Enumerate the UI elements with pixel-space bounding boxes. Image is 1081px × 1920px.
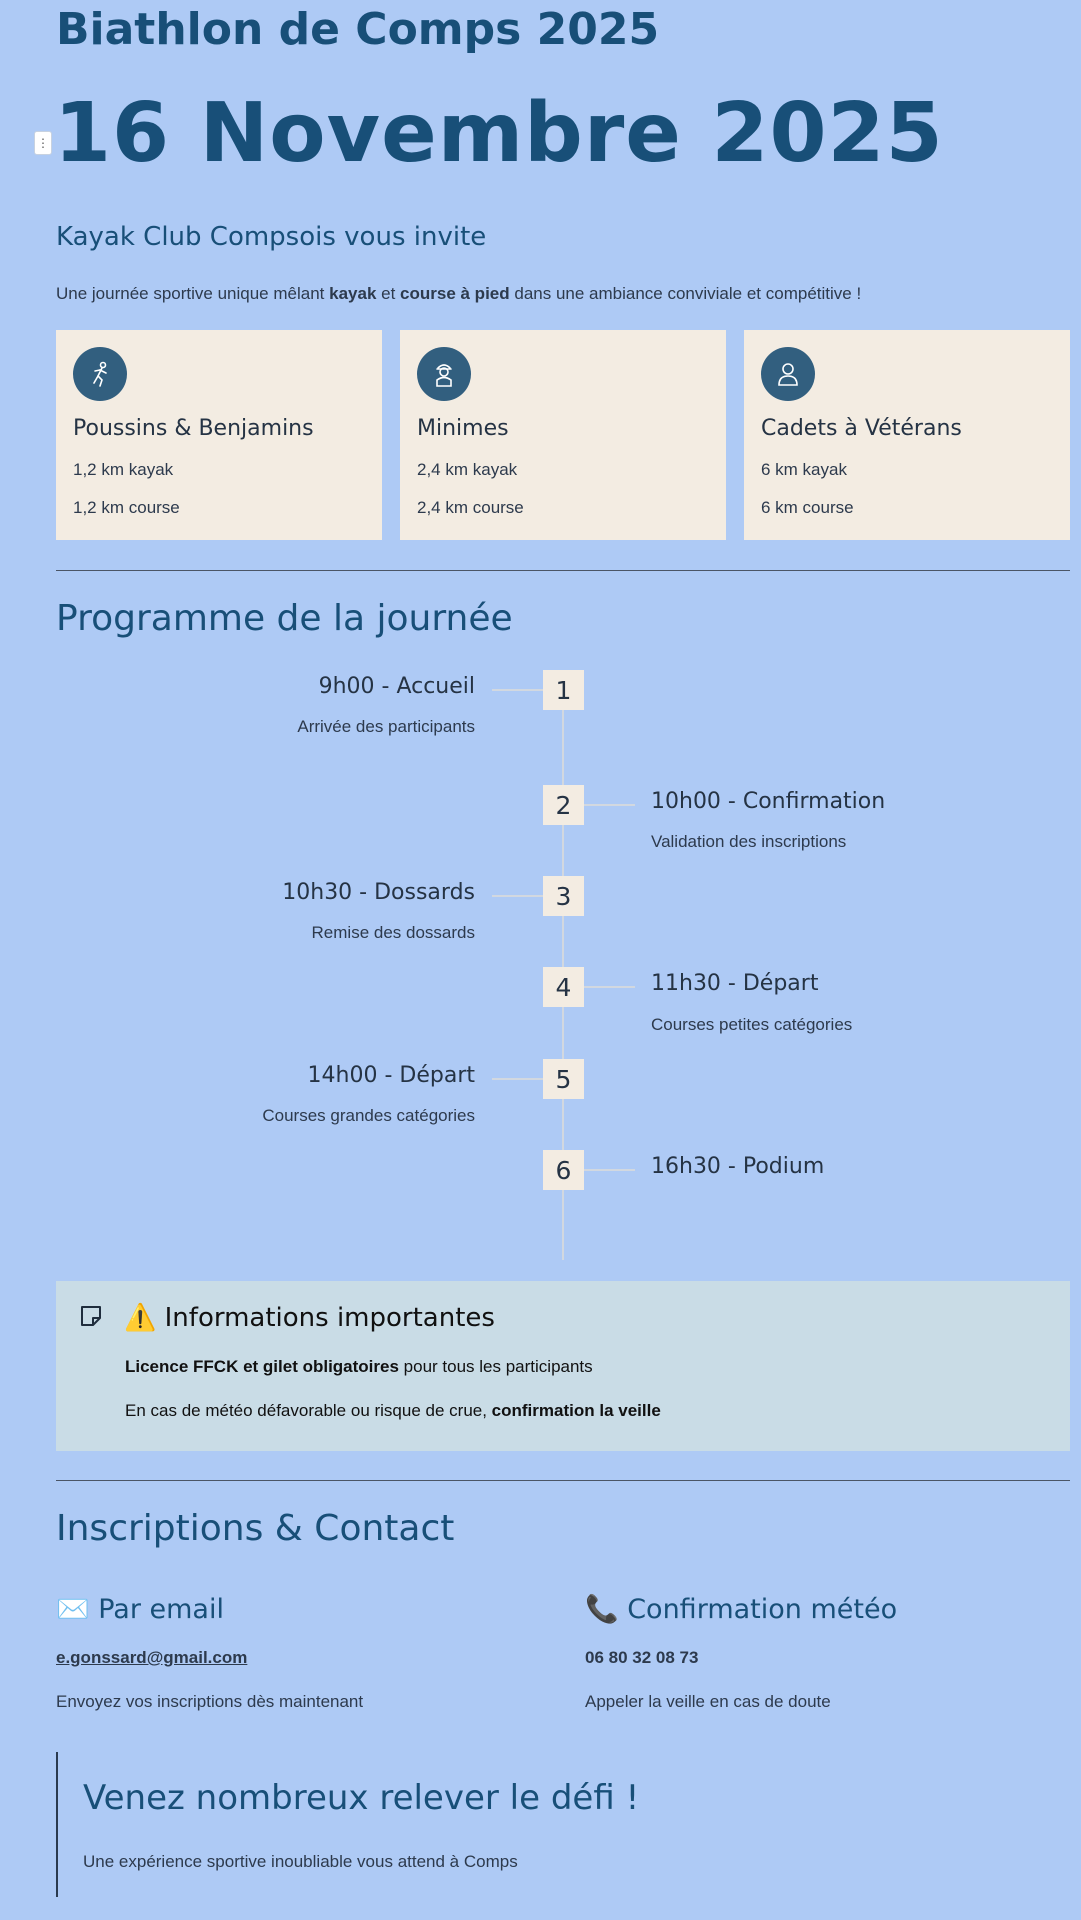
step-title: 11h30 - Départ [651,971,819,996]
timeline-connector [584,1169,635,1171]
step-description: Validation des inscriptions [651,832,847,851]
phone-number: 06 80 32 08 73 [585,1648,699,1667]
step-title: 9h00 - Accueil [318,674,475,699]
category-title: Cadets à Vétérans [761,416,962,441]
step-description: Courses grandes catégories [262,1106,475,1125]
timeline-connector [492,689,543,691]
category-title: Poussins & Benjamins [73,416,314,441]
info-line: Licence FFCK et gilet obligatoires pour tous les participants [125,1357,593,1376]
step-number: 4 [543,967,584,1007]
info-line: En cas de météo défavorable ou risque de crue, confirmation la veille [125,1401,661,1420]
cta-text: Une expérience sportive inoubliable vous attend à Comps [83,1852,518,1871]
block-handle-icon[interactable]: ⋮ [34,131,52,155]
phone-heading: 📞 Confirmation météo [585,1594,898,1625]
category-title: Minimes [417,416,509,441]
step-number: 3 [543,876,584,916]
divider [56,1480,1070,1481]
email-note: Envoyez vos inscriptions dès maintenant [56,1692,364,1711]
kayak-distance: 6 km kayak [761,460,847,479]
step-title: 10h30 - Dossards [282,880,475,905]
step-description: Arrivée des participants [297,717,475,736]
category-card [744,330,1070,540]
intro-text: Une journée sportive unique mêlant kayak et course à pied dans une ambiance conviviale et compétitive ! [56,284,862,303]
contact-title: Inscriptions & Contact [56,1508,455,1549]
timeline-connector [584,986,635,988]
timeline-connector [492,895,543,897]
kayak-distance: 2,4 km kayak [417,460,518,479]
email-heading: ✉️ Par email [56,1594,224,1625]
category-card [400,330,726,540]
info-title: ⚠️ Informations importantes [124,1303,495,1333]
timeline-connector [584,804,635,806]
kayak-distance: 1,2 km kayak [73,460,174,479]
timeline-connector [492,1078,543,1080]
step-number: 1 [543,670,584,710]
cta-quote [56,1752,958,1897]
step-title: 14h00 - Départ [307,1063,475,1088]
step-title: 16h30 - Podium [651,1154,825,1179]
step-number: 2 [543,785,584,825]
child-icon [417,347,471,401]
note-icon [78,1303,104,1333]
invite-heading: Kayak Club Compsois vous invite [56,222,487,252]
cta-title: Venez nombreux relever le défi ! [83,1778,640,1818]
person-icon [761,347,815,401]
info-box [56,1281,1070,1451]
step-title: 10h00 - Confirmation [651,789,886,814]
email-link[interactable]: e.gonssard@gmail.com [56,1648,248,1667]
event-date: 16 Novembre 2025 [54,86,944,181]
divider [56,570,1070,571]
course-distance: 6 km course [761,498,854,517]
programme-title: Programme de la journée [56,598,513,639]
course-distance: 2,4 km course [417,498,524,517]
step-number: 6 [543,1150,584,1190]
runner-icon [73,347,127,401]
course-distance: 1,2 km course [73,498,180,517]
phone-note: Appeler la veille en cas de doute [585,1692,831,1711]
step-description: Remise des dossards [311,923,475,942]
category-card [56,330,382,540]
event-title: Biathlon de Comps 2025 [56,4,660,55]
step-number: 5 [543,1059,584,1099]
step-description: Courses petites catégories [651,1015,853,1034]
